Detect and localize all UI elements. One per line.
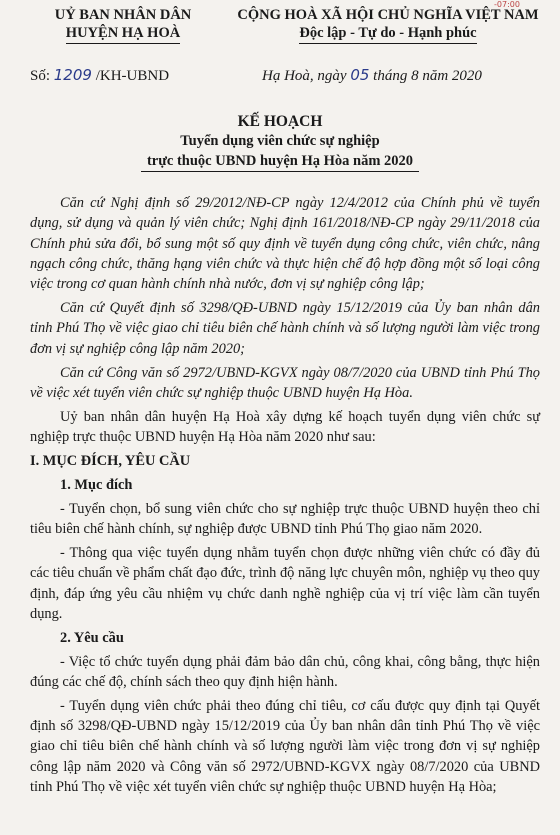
document-subtitle-2 — [0, 153, 560, 172]
document-body — [30, 193, 540, 801]
requirement-item-2: - Tuyển dụng viên chức phải theo đúng chỉ tiêu, cơ cấu được quy định tại Quyết định số 3298/QĐ-UBND ngày 15/12/2019 của Ủy ban nhân dân tỉnh Phú Thọ về việc giao chỉ tiêu biên chế hành chính và số lượng người làm việc trong đơn vị sự nghiệp công lập năm 2020 và Công văn số 2972/UBND-KGVX ngày 08/7/2020 của UBND tỉnh Phú Thọ về việc xét tuyển viên chức sự nghiệp thuộc UBND huyện Hạ Hòa; — [30, 697, 540, 795]
purpose-item-1: - Tuyển chọn, bổ sung viên chức cho sự nghiệp trực thuộc UBND huyện theo chỉ tiêu biên chế hành chính, sự nghiệp được UBND tỉnh Phú Thọ giao năm 2020. — [30, 500, 540, 538]
intro-paragraph: Uỷ ban nhân dân huyện Hạ Hoà xây dựng kế hoạch tuyển dụng viên chức sự nghiệp trực thuộc UBND huyện Hạ Hòa năm 2020 như sau: — [30, 408, 540, 446]
document-number — [30, 66, 169, 85]
section-heading-1: I. MỤC ĐÍCH, YÊU CẦU — [30, 452, 191, 469]
issuing-authority — [28, 6, 218, 44]
motto-line1: CỘNG HOÀ XÃ HỘI CHỦ NGHĨA VIỆT NAM — [237, 7, 539, 23]
authority-line1: UỶ BAN NHÂN DÂN — [54, 7, 192, 23]
subsection-heading-1: 1. Mục đích — [60, 476, 133, 493]
subsection-heading-2: 2. Yêu cầu — [60, 629, 124, 646]
date-line — [262, 66, 482, 85]
motto-line2: Độc lập - Tự do - Hạnh phúc — [299, 24, 476, 44]
basis-paragraph-1: Căn cứ Nghị định số 29/2012/NĐ-CP ngày 12/4/2012 của Chính phủ về tuyển dụng, sử dụng và quản lý viên chức; Nghị định 161/2018/NĐ-CP ngày 29/11/2018 của Chính phủ sửa đổi, bổ sung một số quy định về tuyển dụng công chức, viên chức, nâng ngạch công chức, thăng hạng viên chức và thực hiện chế độ hợp đồng một số loại công việc trong cơ quan hành chính nhà nước, đơn vị sự nghiệp công lập; — [30, 195, 540, 293]
number-handwritten: 1209 — [53, 66, 92, 84]
date-suffix: tháng 8 năm 2020 — [369, 68, 482, 84]
basis-paragraph-3: Căn cứ Công văn số 2972/UBND-KGVX ngày 08/7/2020 của UBND tỉnh Phú Thọ về việc xét tuyển viên chức sự nghiệp thuộc UBND huyện Hạ Hòa. — [30, 364, 540, 401]
document-subtitle-1: Tuyển dụng viên chức sự nghiệp — [180, 133, 380, 149]
authority-line2: HUYỆN HẠ HOÀ — [66, 24, 180, 44]
date-prefix: Hạ Hoà, ngày — [262, 68, 351, 84]
document-title: KẾ HOẠCH — [237, 113, 323, 130]
date-day: 05 — [350, 66, 370, 84]
number-suffix: /KH-UBND — [91, 68, 170, 84]
basis-paragraph-2: Căn cứ Quyết định số 3298/QĐ-UBND ngày 15/12/2019 của Ủy ban nhân dân tỉnh Phú Thọ về việc giao chỉ tiêu biên chế hành chính và số lượng người làm việc trong đơn vị sự nghiệp công lập năm 2020; — [30, 300, 540, 357]
national-motto — [218, 6, 558, 44]
number-prefix: Số: — [30, 68, 54, 84]
requirement-item-1: - Việc tổ chức tuyển dụng phải đảm bảo dân chủ, công khai, công bằng, thực hiện đúng các chế độ, chính sách theo quy định hiện hành. — [30, 653, 540, 690]
received-stamp: -07:00 — [494, 0, 520, 9]
subtitle-2-text: trực thuộc UBND huyện Hạ Hòa năm 2020 — [141, 153, 419, 172]
purpose-item-2: - Thông qua việc tuyển dụng nhằm tuyển chọn được những viên chức có đầy đủ các tiêu chuẩn về phẩm chất đạo đức, trình độ năng lực chuyên môn, nghiệp vụ theo quy định, đáp ứng yêu cầu nhiệm vụ chức danh nghề nghiệp của vị trí việc làm cần tuyển dụng. — [30, 544, 540, 622]
